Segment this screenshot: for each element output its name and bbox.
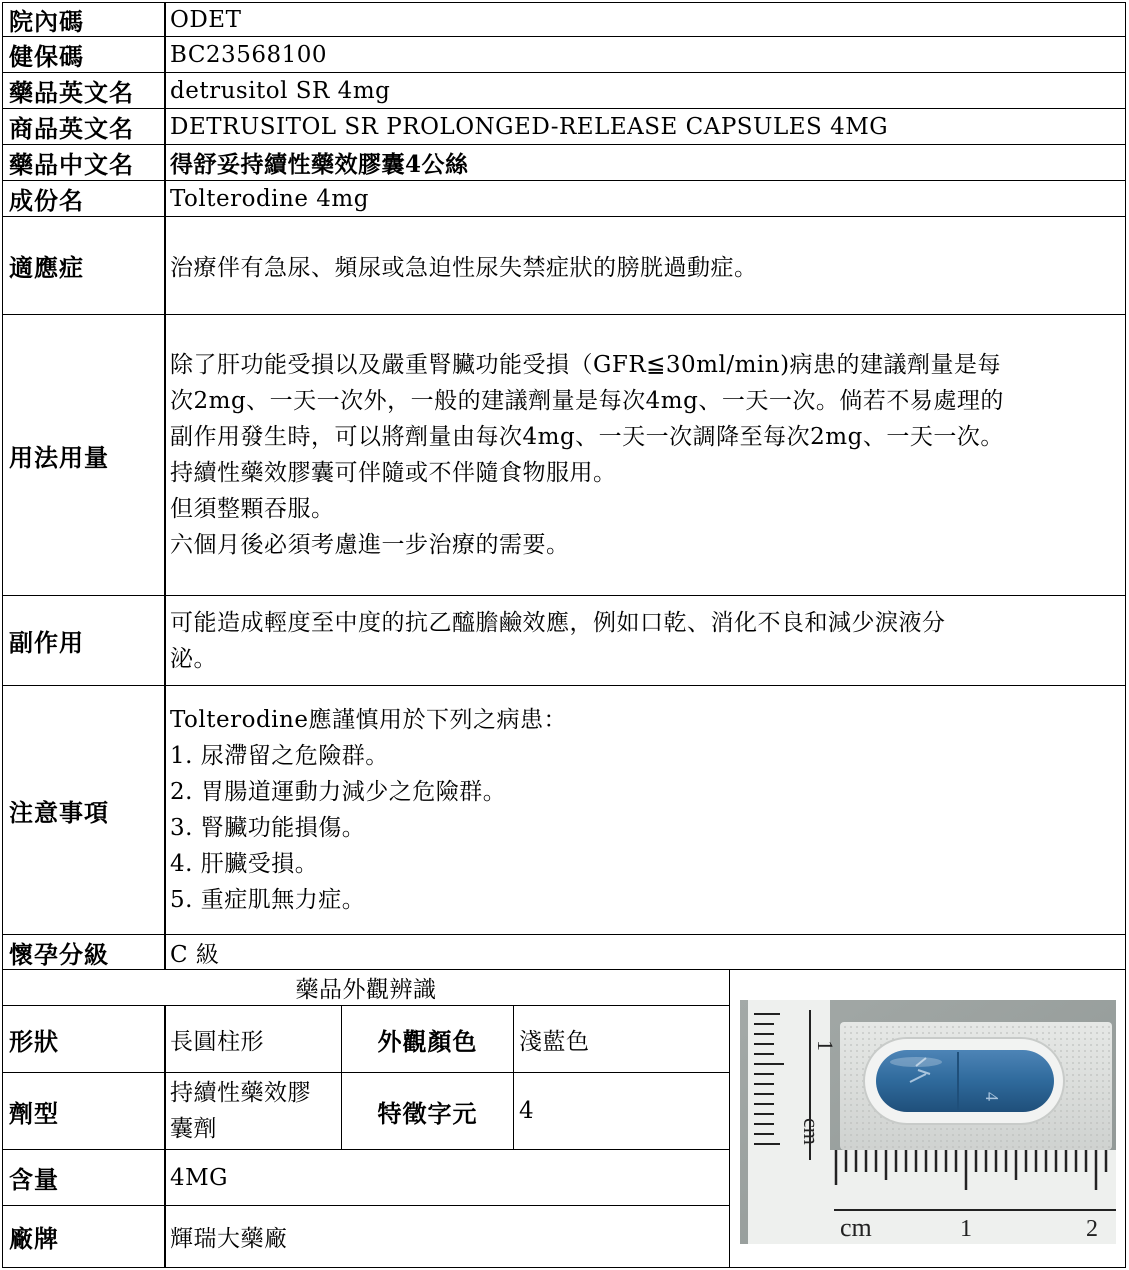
color-label: 外觀顏色	[341, 1005, 514, 1073]
dosage-line: 次2mg、一天一次外，一般的建議劑量是每次4mg、一天一次。倘若不易處理的	[170, 388, 1004, 414]
precautions-line: Tolterodine應謹慎用於下列之病患：	[170, 707, 567, 733]
precautions-value	[164, 685, 1126, 935]
color-value: 淺藍色	[513, 1005, 730, 1073]
shape-label: 形狀	[2, 1005, 166, 1073]
dosage-line: 六個月後必須考慮進一步治療的需要。	[170, 532, 570, 558]
dosage-line: 副作用發生時，可以將劑量由每次4mg、一天一次調降至每次2mg、一天一次。	[170, 424, 1004, 450]
side-effects-value	[164, 595, 1126, 686]
trade-english-name-value: DETRUSITOL SR PROLONGED-RELEASE CAPSULES 4MG	[164, 108, 1126, 145]
side-effects-label: 副作用	[2, 595, 166, 686]
dosage-form-value: 持續性藥效膠囊劑	[164, 1072, 342, 1150]
imprint-value: 4	[513, 1072, 730, 1150]
hospital-code-label: 院內碼	[2, 2, 166, 37]
precautions-line: 1. 尿滯留之危險群。	[170, 743, 389, 769]
horizontal-ruler-mark-1: 1	[960, 1216, 972, 1242]
precautions-line: 2. 胃腸道運動力減少之危險群。	[170, 779, 507, 805]
horizontal-ruler-unit: cm	[840, 1213, 872, 1242]
pregnancy-category-label: 懷孕分級	[2, 934, 166, 970]
side-effects-line: 泌。	[170, 645, 217, 672]
shape-value: 長圓柱形	[164, 1005, 342, 1073]
manufacturer-label: 廠牌	[2, 1205, 166, 1268]
capsule-imprint: 4	[982, 1092, 1002, 1101]
nhi-code-value: BC23568100	[164, 36, 1126, 73]
drug-english-name-label: 藥品英文名	[2, 72, 166, 109]
dosage-value	[164, 314, 1126, 596]
pregnancy-category-value: C 級	[164, 934, 1126, 970]
side-effects-line: 可能造成輕度至中度的抗乙醯膽鹼效應，例如口乾、消化不良和減少淚液分	[170, 609, 946, 636]
drug-english-name-value: detrusitol SR 4mg	[164, 72, 1126, 109]
hospital-code-value: ODET	[164, 2, 1126, 37]
ingredient-label: 成份名	[2, 180, 166, 217]
horizontal-ruler	[830, 1150, 1116, 1244]
imprint-label: 特徵字元	[341, 1072, 514, 1150]
dosage-label: 用法用量	[2, 314, 166, 596]
precautions-label: 注意事項	[2, 685, 166, 935]
manufacturer-value: 輝瑞大藥廠	[164, 1205, 730, 1268]
dosage-line: 但須整顆吞服。	[170, 496, 335, 522]
strength-label: 含量	[2, 1149, 166, 1206]
dosage-line: 除了肝功能受損以及嚴重腎臟功能受損（GFR≦30ml/min)病患的建議劑量是每	[170, 352, 1002, 378]
capsule-photo	[740, 1000, 1116, 1244]
dosage-form-label: 劑型	[2, 1072, 166, 1150]
precautions-line: 3. 腎臟功能損傷。	[170, 815, 366, 841]
nhi-code-label: 健保碼	[2, 36, 166, 73]
horizontal-ruler-mark-2: 2	[1086, 1216, 1098, 1242]
vertical-ruler-mark: 1	[813, 1040, 838, 1051]
appearance-header: 藥品外觀辨識	[2, 969, 730, 1006]
trade-english-name-label: 商品英文名	[2, 108, 166, 145]
precautions-line: 5. 重症肌無力症。	[170, 887, 366, 913]
drug-chinese-name-label: 藥品中文名	[2, 144, 166, 181]
drug-chinese-name-value: 得舒妥持續性藥效膠囊4公絲	[164, 144, 1126, 181]
capsule-photo-svg	[740, 1000, 1116, 1244]
precautions-line: 4. 肝臟受損。	[170, 851, 319, 877]
ingredient-value: Tolterodine 4mg	[164, 180, 1126, 217]
indication-value: 治療伴有急尿、頻尿或急迫性尿失禁症狀的膀胱過動症。	[164, 216, 1126, 315]
dosage-line: 持續性藥效膠囊可伴隨或不伴隨食物服用。	[170, 460, 617, 486]
vertical-ruler-unit: cm	[799, 1118, 824, 1145]
indication-label: 適應症	[2, 216, 166, 315]
strength-value: 4MG	[164, 1149, 730, 1206]
